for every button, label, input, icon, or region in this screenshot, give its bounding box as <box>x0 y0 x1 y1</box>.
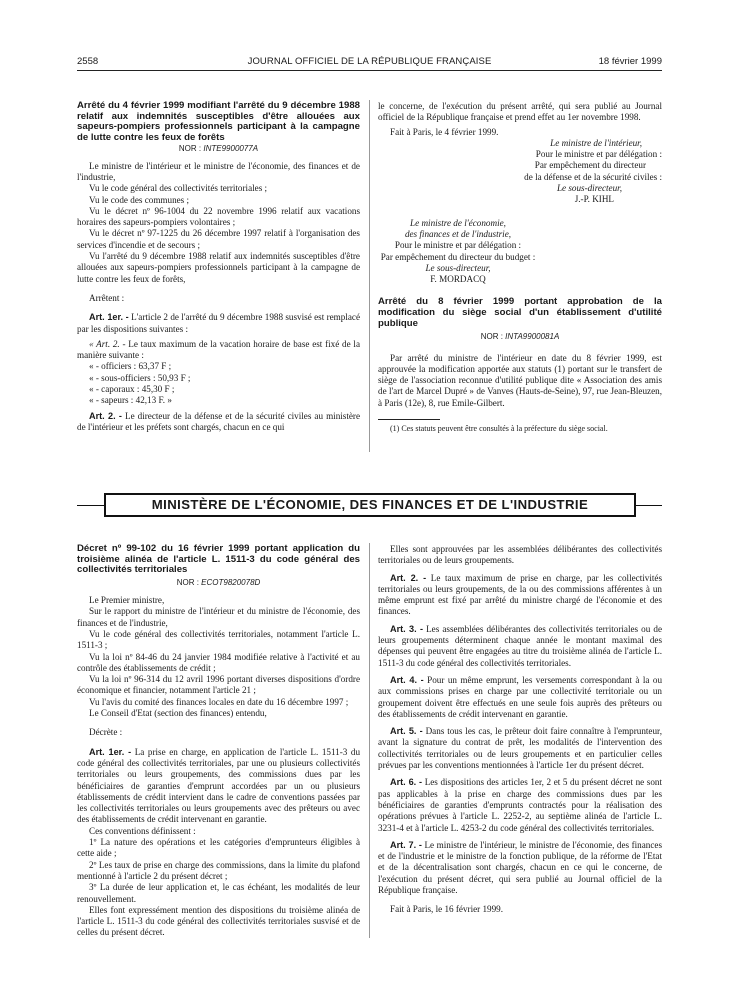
conventions-mention: Elles font expressément mention des dispositions du troisième alinéa de l'article L. 1511-3 du code général des collectivités territoriales susvisé et de celles du présent décret. <box>77 904 360 938</box>
arrete-1-title: Arrêté du 4 février 1999 modifiant l'arrêté du 9 décembre 1988 relatif aux indemnités susceptibles d'être allouées aux sapeurs-pompiers professionnels participant à la campagne de lutte contre les feux de forêts <box>77 100 360 143</box>
footnote: (1) Ces statuts peuvent être consultés à la préfecture du siège social. <box>390 424 608 434</box>
visa: Vu le code général des collectivités territoriales, notamment l'article L. 1511-3 ; <box>77 628 360 651</box>
quoted-article-2: « Art. 2. - Le taux maximum de la vacation horaire de base est fixé de la manière suivante : <box>77 338 360 361</box>
decret-article-6: Art. 6. - Les dispositions des articles 1er, 2 et 5 du présent décret ne sont pas applicables à la prise en charge des commissions dues par les bénéficiaires de garanties d'emprunts contractés pour la réalisation des opérations prévues à l'article L. 2252-2, au septième alinéa de l'article L. 3231-4 et à l'article L. 4253-2 du code général des collectivités territoriales. <box>378 777 663 833</box>
arrete-1-intro: Le ministre de l'intérieur et le ministre de l'économie, des finances et de l'industrie, <box>77 160 360 182</box>
rate-item: « - officiers : 63,37 F ; <box>89 361 172 372</box>
decret-fait-a-paris: Fait à Paris, le 16 février 1999. <box>390 904 504 915</box>
visa: Vu l'arrêté du 9 décembre 1988 relatif aux indemnités susceptibles d'être allouées aux sapeurs-pompiers professionnels participant à la campagne de lutte contre les feux de forêts, <box>77 251 360 284</box>
column-divider <box>369 100 370 452</box>
banner-rule-right <box>636 505 662 506</box>
visa: Vu la loi nº 84-46 du 24 janvier 1984 modifiée relative à l'activité et au contrôle des établissements de crédit ; <box>77 651 360 673</box>
visa: Le Conseil d'Etat (section des finances) entendu, <box>89 708 267 719</box>
page-number: 2558 <box>77 56 99 67</box>
convention-item: 1º La nature des opérations et les catégories d'emprunteurs éligibles à cette aide ; <box>77 837 360 859</box>
ministry-banner: MINISTÈRE DE L'ÉCONOMIE, DES FINANCES ET DE L'INDUSTRIE <box>104 493 636 517</box>
arrete-2-body: Par arrêté du ministre de l'intérieur en date du 8 février 1999, est approuvée la modification apportée aux statuts (1) portant sur le transfert de siège de l'association reconnue d'utilité publique dite « Association des amis de l'art de Marcel Dupré » de Vanves (Hauts-de-Seine), 97, rue Jean-Bleuzen, à Paris (12e), 8, rue Emile-Gilbert. <box>378 352 662 408</box>
page-header <box>77 56 662 70</box>
issue-date: 18 février 1999 <box>598 56 662 67</box>
rate-item: « - sous-officiers : 50,93 F ; <box>89 372 191 383</box>
arretent-heading: Arrêtent : <box>89 292 125 303</box>
decret-right-column <box>378 544 662 916</box>
decret-nor: NOR : ECOT9820078D <box>176 577 261 587</box>
arrete-2-nor: NOR : INTA9900081A <box>480 332 560 342</box>
decret-title: Décret nº 99-102 du 16 février 1999 portant application du troisième alinéa de l'article L. 1511-3 du code général des collectivités territoriales <box>77 543 360 576</box>
visa: Vu le code des communes ; <box>89 194 190 205</box>
decret-article-3: Art. 3. - Les assemblées délibérantes des collectivités territoriales ou de leurs groupements déterminent chaque année le montant maximal des dépenses qui peuvent être engagées au titre du troisième alinéa de l'article L. 1511-3 du code général des collectivités territoriales. <box>378 623 662 668</box>
conventions-approval: Elles sont approuvées par les assemblées délibérantes des collectivités territoriales ou de leurs groupements. <box>378 544 662 566</box>
banner-rule-left <box>77 505 104 506</box>
visa: Vu la loi nº 96-314 du 12 avril 1996 portant diverses dispositions d'ordre économique et financier, notamment l'article 21 ; <box>77 674 360 696</box>
signature-economie: Le ministre de l'économie, des finances et de l'industrie, Pour le ministre et par délégation : Par empêchement du directeur du budget : Le sous-directeur, F. MORDACQ <box>380 217 536 285</box>
fait-a-paris: Fait à Paris, le 4 février 1999. <box>390 126 499 137</box>
convention-item: 3º La durée de leur application et, le cas échéant, les modalités de leur renouvellement. <box>77 882 360 904</box>
decret-article-1: Art. 1er. - La prise en charge, en application de l'article L. 1511-3 du code général des collectivités territoriales, par une ou plusieurs collectivités territoriales ou leurs groupements, des commissions dues par les bénéficiaires de garanties d'emprunt accordées par un ou plusieurs établissements de crédit intervient dans le cadre de conventions passées par les collectivités territoriales ou leurs groupements avec des prêteurs ou avec des établissements de crédit intervenant en garantie. <box>77 746 361 825</box>
footnote-rule <box>378 419 440 420</box>
decrete-heading: Décrète : <box>89 727 123 738</box>
rate-item: « - caporaux : 45,30 F ; <box>89 384 175 395</box>
decret-article-2: Art. 2. - Le taux maximum de prise en charge, par les collectivités territoriales ou leurs groupements, de la ou des commissions afférentes à un même emprunt est fixé par arrêté du ministre chargé de l'économie et des finances. <box>378 572 663 617</box>
header-rule <box>77 70 662 71</box>
conventions-intro: Ces conventions définissent : <box>89 825 196 836</box>
rate-item: « - sapeurs : 42,13 F. » <box>89 395 172 406</box>
decret-article-4: Art. 4. - Pour un même emprunt, les versements correspondant à la ou aux commissions prises en charge par une collectivité territoriale ou un groupement doivent être effectués en une seule fois auprès des prêteurs ou des établissements de crédit intervenant en garantie. <box>378 674 663 719</box>
arrete-2-title: Arrêté du 8 février 1999 portant approbation de la modification du siège social d'un établissement d'utilité publique <box>378 296 662 329</box>
arrete-2-column <box>378 101 662 434</box>
visa: Vu l'avis du comité des finances locales en date du 16 décembre 1997 ; <box>89 696 349 707</box>
arrete-1-nor: NOR : INTE9900077A <box>178 144 259 154</box>
visa: Vu le décret nº 96-1004 du 22 novembre 1996 relatif aux vacations horaires des sapeurs-pompiers volontaires ; <box>77 205 360 228</box>
decret-intro: Sur le rapport du ministre de l'intérieur et du ministre de l'économie, des finances et de l'industrie, <box>77 606 360 628</box>
visa: Vu le code général des collectivités territoriales ; <box>89 183 268 194</box>
decret-intro: Le Premier ministre, <box>89 595 165 606</box>
column-divider <box>369 543 370 938</box>
convention-item: 2º Les taux de prise en charge des commissions, dans la limite du plafond mentionné à l'article 2 du présent décret ; <box>77 859 360 881</box>
decret-article-7: Art. 7. - Le ministre de l'intérieur, le ministre de l'économie, des finances et de l'industrie et le ministre de la fonction publique, de la réforme de l'Etat et de la décentralisation sont chargés, chacun en ce qui le concerne, de l'exécution du présent décret, qui sera publié au Journal officiel de la République française. <box>378 839 662 896</box>
decret-left-column <box>77 544 360 939</box>
visa: Vu le décret nº 97-1225 du 26 décembre 1997 relatif à l'organisation des services d'incendie et de secours ; <box>77 228 360 250</box>
article-2: Art. 2. - Le directeur de la défense et de la sécurité civiles au ministère de l'intérieur et les préfets sont chargés, chacun en ce qui <box>77 410 361 432</box>
article-2-continuation: le concerne, de l'exécution du présent arrêté, qui sera publié au Journal officiel de la République française et prend effet au 1er novembre 1998. <box>378 101 662 123</box>
arrete-1-column <box>77 101 360 433</box>
journal-title: JOURNAL OFFICIEL DE LA RÉPUBLIQUE FRANÇAISE <box>247 56 492 67</box>
signature-interieur: Le ministre de l'intérieur, Pour le ministre et par délégation : Par empêchement du directeur de la défense et de la sécurité civiles : Le sous-directeur, J.-P. KIHL <box>524 137 662 205</box>
decret-article-5: Art. 5. - Dans tous les cas, le prêteur doit faire connaître à l'emprunteur, avant la signature du contrat de prêt, les modalités de l'intervention des collectivités territoriales ou de leurs groupements et en particulier celles prévues par les conventions mentionnées à l'article 1er du présent décret. <box>378 726 662 771</box>
article-1: Art. 1er. - L'article 2 de l'arrêté du 9 décembre 1988 susvisé est remplacé par les dispositions suivantes : <box>77 312 361 334</box>
